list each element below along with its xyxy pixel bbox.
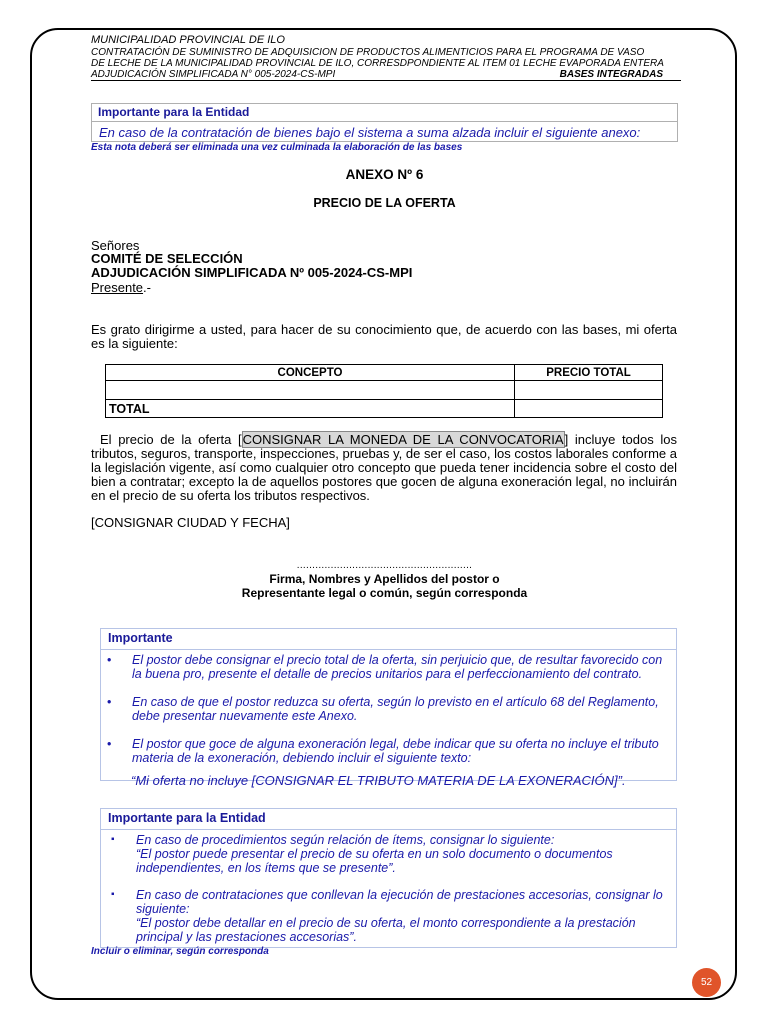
exoneration-quote: “Mi oferta no incluye [CONSIGNAR EL TRIBUTO MATERIA DE LA EXONERACIÓN]”. bbox=[131, 773, 626, 788]
signature-line-2: Representante legal o común, según corresponda bbox=[241, 586, 528, 600]
signature-line-1: Firma, Nombres y Apellidos del postor o bbox=[269, 572, 500, 586]
total-value-cell bbox=[515, 400, 663, 418]
entity-note-box bbox=[91, 103, 678, 142]
annex-subtitle: PRECIO DE LA OFERTA bbox=[313, 196, 456, 210]
entity-footnote: Incluir o eliminar, según corresponda bbox=[91, 946, 269, 957]
list-item: • En caso de que el postor reduzca su oferta, según lo previsto en el artículo 68 del Reglamento, debe presentar nuevamente este Anexo. bbox=[107, 695, 659, 723]
total-label: TOTAL bbox=[106, 400, 515, 418]
committee: COMITÉ DE SELECCIÓN bbox=[91, 251, 243, 266]
square-bullet-icon: ▪ bbox=[111, 834, 115, 845]
header-line-2: DE LECHE DE LA MUNICIPALIDAD PROVINCIAL DE ILO, CORRESDPONDIENTE AL ITEM 01 LECHE EVAPORADA ENTERA bbox=[91, 58, 664, 69]
header-org: MUNICIPALIDAD PROVINCIAL DE ILO bbox=[91, 34, 285, 46]
entity-note-text: En caso de la contratación de bienes bajo el sistema a suma alzada incluir el siguiente anexo: bbox=[99, 125, 641, 140]
bullet-icon: • bbox=[107, 695, 112, 709]
salutation: Señores bbox=[91, 238, 140, 253]
list-item: • El postor debe consignar el precio total de la oferta, sin perjuicio que, de resultar favorecido con la buena pro, presente el detalle de precios unitarios para el perfeccionamiento del contrato. bbox=[107, 653, 663, 681]
price-paragraph bbox=[91, 433, 677, 503]
price-table bbox=[105, 364, 663, 418]
present-line bbox=[91, 281, 151, 295]
header-bases: BASES INTEGRADAS bbox=[559, 69, 663, 80]
intro-paragraph: Es grato dirigirme a usted, para hacer de su conocimiento que, de acuerdo con las bases, mi oferta es la siguiente: bbox=[91, 322, 677, 351]
annex-title: ANEXO Nº 6 bbox=[345, 167, 424, 182]
signature-line: ......................................................... bbox=[296, 560, 473, 571]
total-cell bbox=[515, 381, 663, 400]
entity-note-footnote: Esta nota deberá ser eliminada una vez culminada la elaboración de las bases bbox=[91, 142, 463, 153]
present-word: Presente bbox=[91, 280, 144, 295]
important-entity-title: Importante para la Entidad bbox=[101, 809, 676, 830]
square-bullet-icon: ▪ bbox=[111, 889, 115, 900]
header-divider bbox=[91, 80, 681, 81]
procedure: ADJUDICACIÓN SIMPLIFICADA Nº 005-2024-CS-MPI bbox=[91, 265, 413, 280]
list-item: • El postor que goce de alguna exoneración legal, debe indicar que su oferta no incluye el tributo materia de la exoneración, debiendo incluir el siguiente texto: bbox=[107, 737, 659, 765]
important-box bbox=[100, 628, 677, 788]
col-total: PRECIO TOTAL bbox=[515, 365, 663, 381]
concept-cell bbox=[106, 381, 515, 400]
col-concept: CONCEPTO bbox=[106, 365, 515, 381]
price-paragraph-after: ] incluye todos los tributos, seguros, transporte, inspecciones, pruebas y, de ser el caso, los costos laborales conforme a la legislación vigente, así como cualquier otro concepto que pueda tener incidencia sobre el costo del bien a contratar; excepto la de aquellos postores que gocen de alguna exoneración legal, no incluirán en el precio de su oferta los tributos respectivos. bbox=[91, 432, 677, 503]
header-line-1: CONTRATACIÓN DE SUMINISTRO DE ADQUISICION DE PRODUCTOS ALIMENTICIOS PARA EL PROGRAMA DE VASO bbox=[91, 47, 645, 58]
header-line-3: ADJUDICACIÓN SIMPLIFICADA N° 005-2024-CS-MPI bbox=[91, 69, 336, 80]
entity-note-title: Importante para la Entidad bbox=[92, 104, 677, 122]
price-paragraph-before: El precio de la oferta [ bbox=[100, 432, 242, 447]
important-entity-box bbox=[100, 808, 677, 948]
bullet-icon: • bbox=[107, 653, 112, 667]
currency-placeholder: CONSIGNAR LA MONEDA DE LA CONVOCATORIA bbox=[242, 432, 564, 447]
bullet-icon: • bbox=[107, 737, 112, 751]
page-number-badge: 52 bbox=[692, 968, 721, 997]
list-item: ▪ En caso de contrataciones que conllevan la ejecución de prestaciones accesorias, consignar lo siguiente: “El postor debe detallar en el precio de su oferta, el monto correspondiente a la prestación principal y las prestaciones accesorias”. bbox=[111, 888, 663, 944]
list-item: ▪ En caso de procedimientos según relación de ítems, consignar lo siguiente: “El postor puede presentar el precio de su oferta en un solo documento o documentos independientes, en los ítems que se presente”. bbox=[111, 833, 613, 875]
present-suffix: .- bbox=[143, 280, 151, 295]
city-date: [CONSIGNAR CIUDAD Y FECHA] bbox=[91, 515, 290, 530]
important-title: Importante bbox=[101, 629, 676, 650]
